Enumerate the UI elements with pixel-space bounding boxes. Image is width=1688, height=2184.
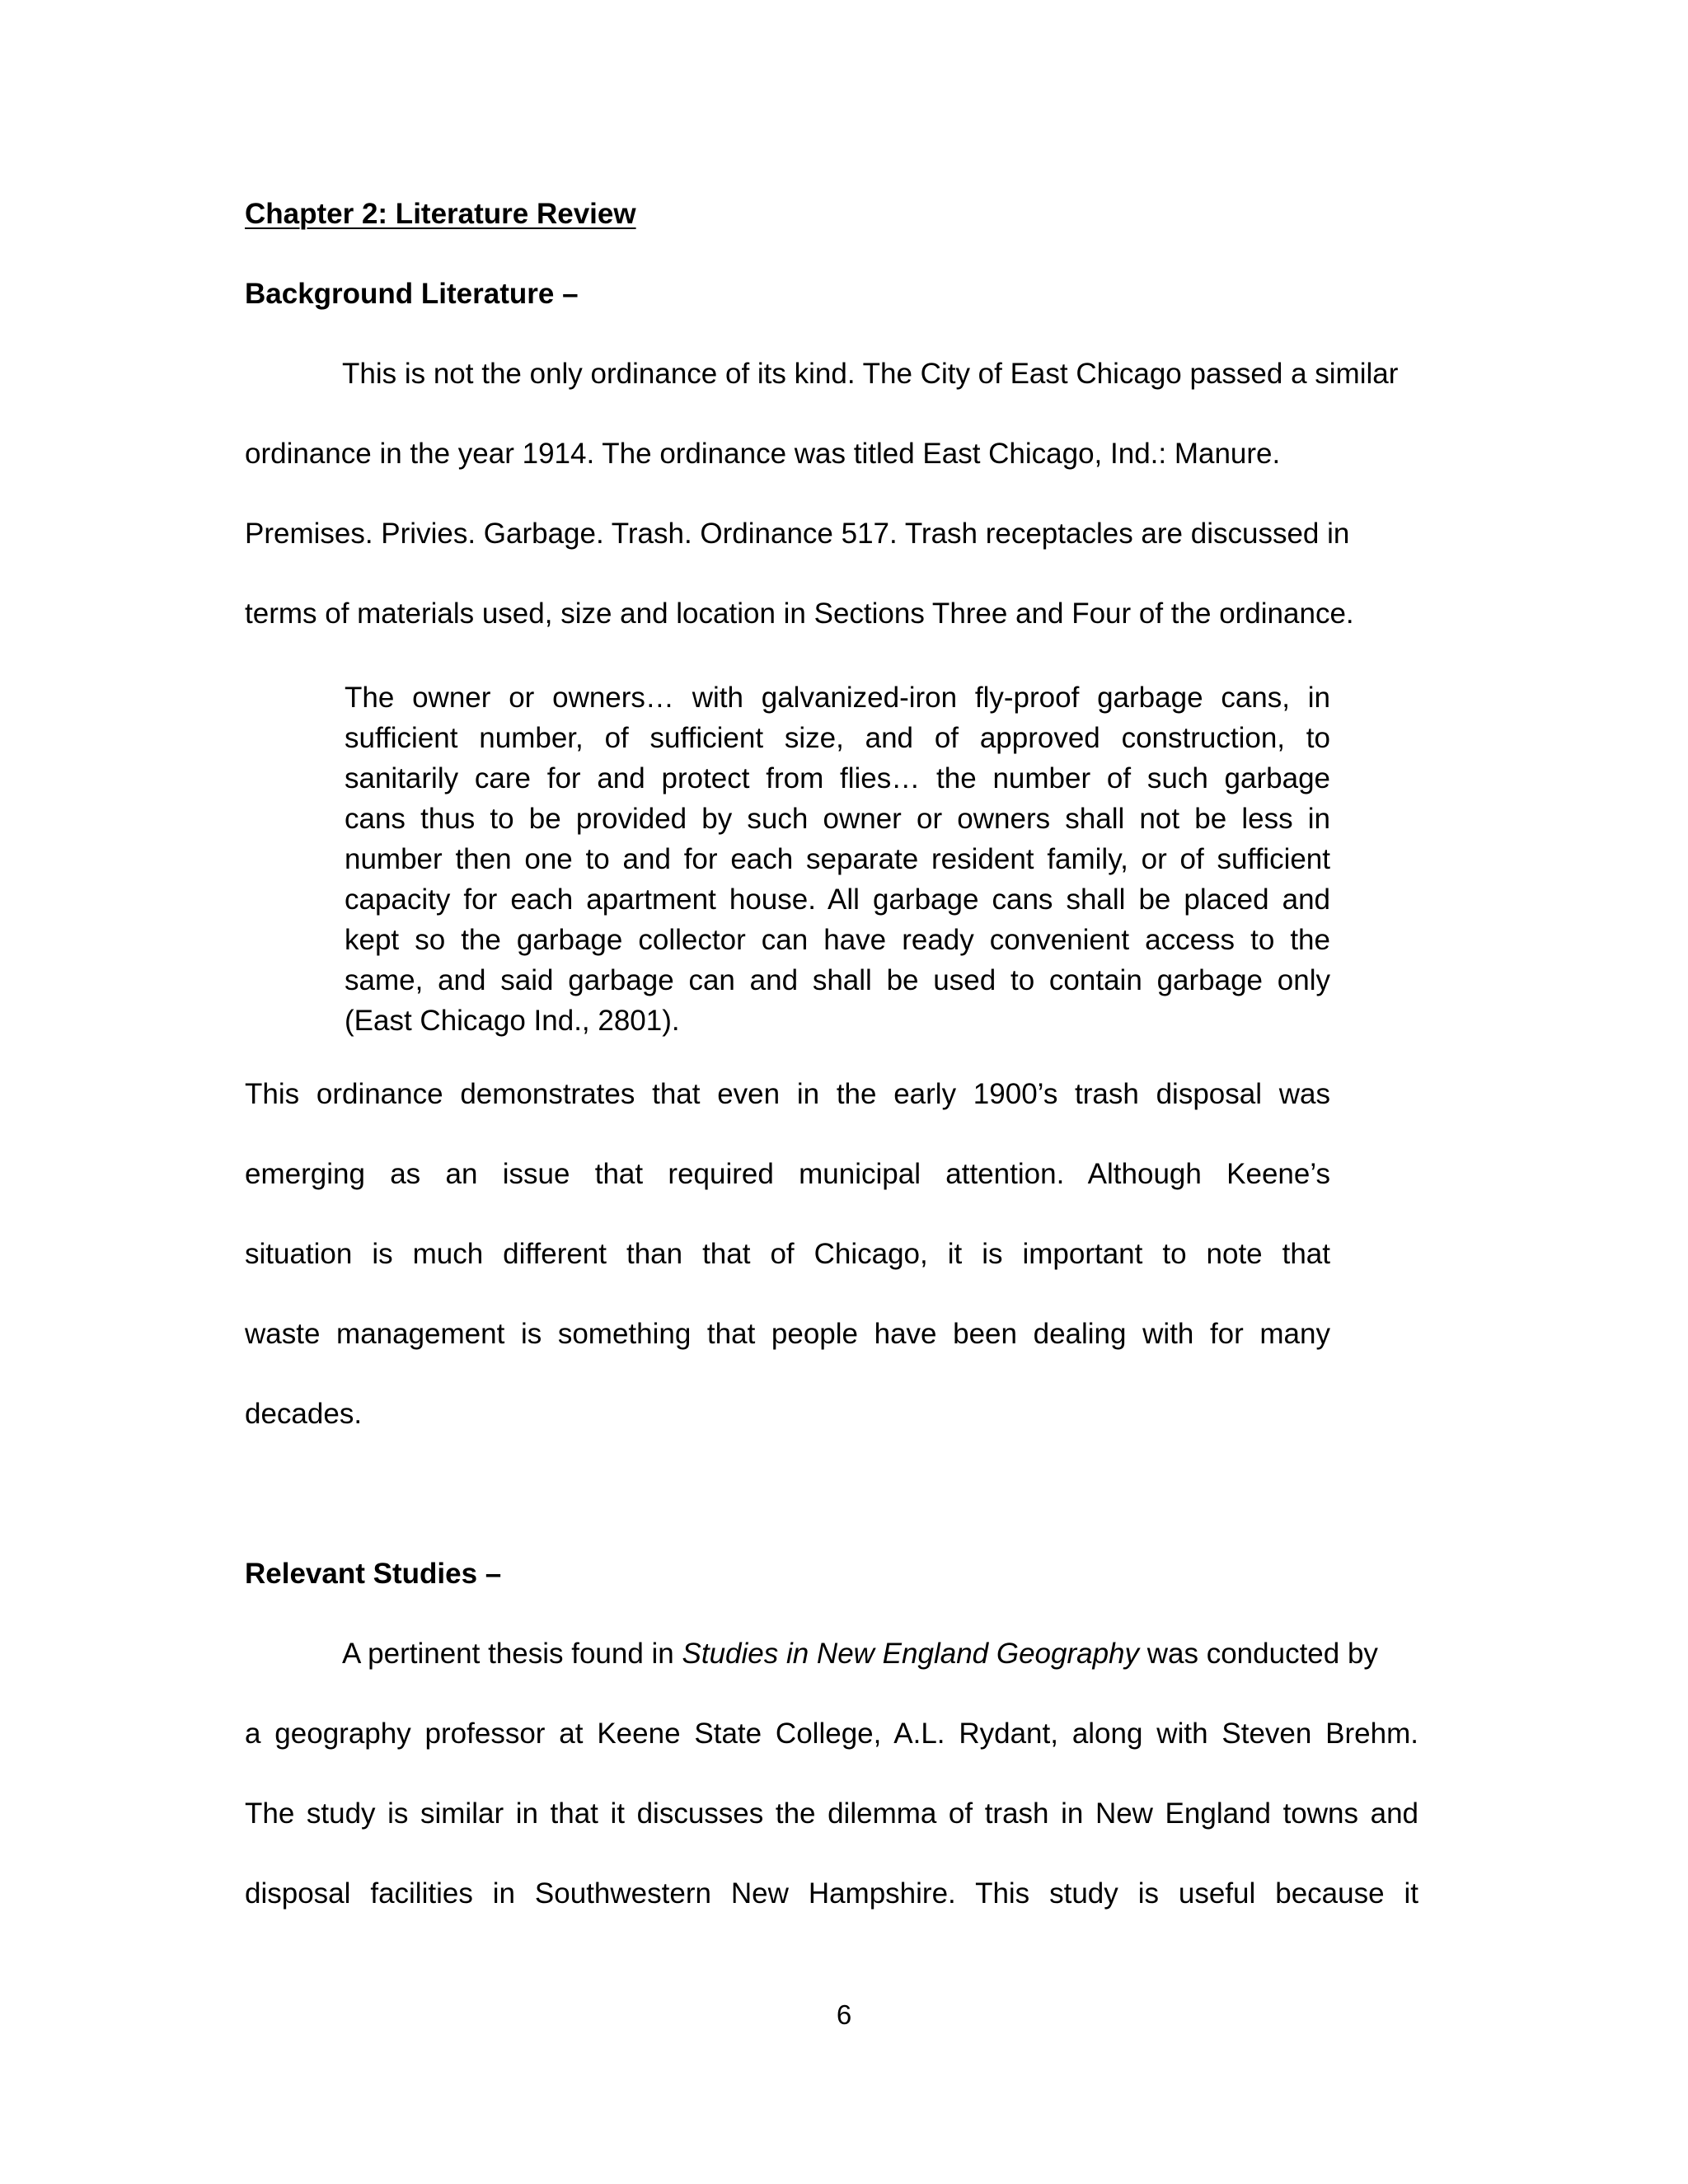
paragraph-line: ordinance in the year 1914. The ordinance was titled East Chicago, Ind.: Manure. — [245, 438, 1281, 470]
quote-line: same, and said garbage can and shall be used to contain garbage only — [345, 964, 1330, 996]
text-run: A pertinent thesis found in — [342, 1638, 682, 1670]
quote-line: cans thus to be provided by such owner or owners shall not be less in — [345, 803, 1330, 835]
quote-line: capacity for each apartment house. All garbage cans shall be placed and — [345, 883, 1330, 916]
paragraph-line: waste management is something that people have been dealing with for many — [245, 1318, 1330, 1350]
text-run: was conducted by — [1139, 1638, 1378, 1670]
quote-line: sufficient number, of sufficient size, and of approved construction, to — [345, 722, 1330, 754]
publication-title: Studies in New England Geography — [682, 1638, 1140, 1670]
paragraph-line: decades. — [245, 1398, 363, 1430]
paragraph-line: situation is much different than that of Chicago, it is important to note that — [245, 1238, 1330, 1270]
block-quote — [345, 677, 1330, 1041]
section-heading-background: Background Literature – — [245, 278, 579, 310]
paragraph-line — [342, 1638, 1378, 1671]
quote-line: The owner or owners… with galvanized-iron fly-proof garbage cans, in — [345, 682, 1330, 714]
paragraph-line: a geography professor at Keene State College, A.L. Rydant, along with Steven Brehm. — [245, 1718, 1418, 1750]
paragraph-line: emerging as an issue that required municipal attention. Although Keene’s — [245, 1158, 1330, 1190]
quote-line: number then one to and for each separate resident family, or of sufficient — [345, 843, 1330, 875]
paragraph-line: This ordinance demonstrates that even in the early 1900’s trash disposal was — [245, 1078, 1330, 1110]
paragraph-line: Premises. Privies. Garbage. Trash. Ordinance 517. Trash receptacles are discussed in — [245, 518, 1350, 550]
paragraph-line: terms of materials used, size and location in Sections Three and Four of the ordinance. — [245, 598, 1354, 630]
quote-line: kept so the garbage collector can have ready convenient access to the — [345, 924, 1330, 956]
chapter-title: Chapter 2: Literature Review — [245, 198, 636, 230]
paragraph-line: disposal facilities in Southwestern New Hampshire. This study is useful because it — [245, 1877, 1418, 1910]
section-heading-relevant-studies: Relevant Studies – — [245, 1558, 502, 1590]
paragraph-line: This is not the only ordinance of its kind. The City of East Chicago passed a similar — [342, 358, 1399, 390]
quote-line: sanitarily care for and protect from flies… the number of such garbage — [345, 762, 1330, 794]
page-number: 6 — [836, 1999, 852, 2030]
quote-citation: (East Chicago Ind., 2801). — [345, 1005, 680, 1037]
paragraph-line: The study is similar in that it discusses the dilemma of trash in New England towns and — [245, 1797, 1418, 1830]
